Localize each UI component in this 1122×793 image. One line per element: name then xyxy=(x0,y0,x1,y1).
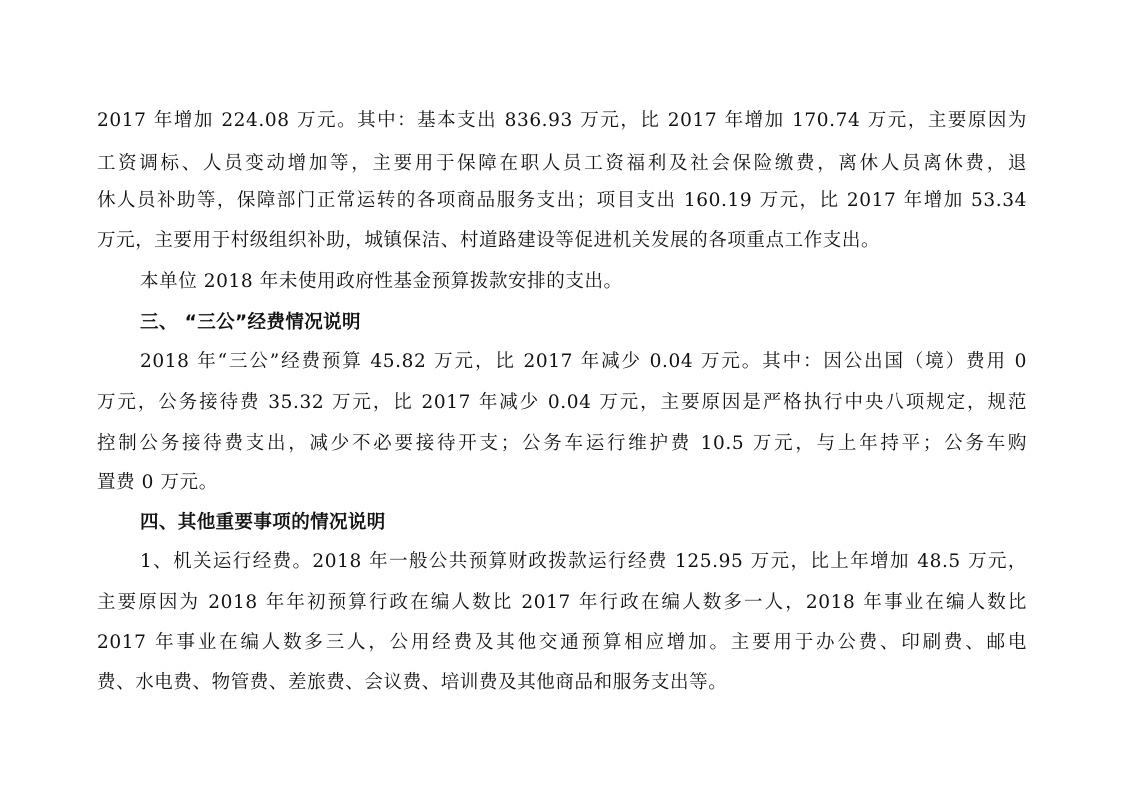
paragraph-3-line-4: 置费 0 万元。 xyxy=(97,472,218,493)
paragraph-1-line-2: 工资调标、人员变动增加等，主要用于保障在职人员工资福利及社会保险缴费，离休人员离休费，退 xyxy=(97,153,1027,174)
paragraph-4-line-1: 1、机关运行经费。2018 年一般公共预算财政拨款运行经费 125.95 万元，比上年增加 48.5 万元， xyxy=(140,551,1027,572)
paragraph-4-line-3: 2017 年事业在编人数多三人，公用经费及其他交通预算相应增加。主要用于办公费、印刷费、邮电 xyxy=(97,632,1027,653)
paragraph-2-line-1: 本单位 2018 年未使用政府性基金预算拨款安排的支出。 xyxy=(140,271,623,292)
paragraph-4-line-2: 主要原因为 2018 年年初预算行政在编人数比 2017 年行政在编人数多一人，2018 年事业在编人数比 xyxy=(97,592,1027,613)
section-heading-three-public-expenses: 三、 “三公”经费情况说明 xyxy=(140,312,361,333)
paragraph-3-line-2: 万元，公务接待费 35.32 万元，比 2017 年减少 0.04 万元，主要原因是严格执行中央八项规定，规范 xyxy=(97,392,1027,413)
paragraph-4-line-4: 费、水电费、物管费、差旅费、会议费、培训费及其他商品和服务支出等。 xyxy=(97,672,728,693)
paragraph-3-line-1: 2018 年“三公”经费预算 45.82 万元，比 2017 年减少 0.04 万元。其中：因公出国（境）费用 0 xyxy=(140,351,1027,372)
paragraph-3-line-3: 控制公务接待费支出，减少不必要接待开支；公务车运行维护费 10.5 万元，与上年持平；公务车购 xyxy=(97,433,1027,454)
paragraph-1-line-3: 休人员补助等，保障部门正常运转的各项商品服务支出；项目支出 160.19 万元，比 2017 年增加 53.34 xyxy=(97,190,1027,211)
paragraph-1-line-4: 万元，主要用于村级组织补助，城镇保洁、村道路建设等促进机关发展的各项重点工作支出。 xyxy=(97,230,881,251)
paragraph-1-line-1: 2017 年增加 224.08 万元。其中：基本支出 836.93 万元，比 2017 年增加 170.74 万元，主要原因为 xyxy=(97,110,1027,131)
section-heading-four-other-matters: 四、其他重要事项的情况说明 xyxy=(140,512,386,533)
